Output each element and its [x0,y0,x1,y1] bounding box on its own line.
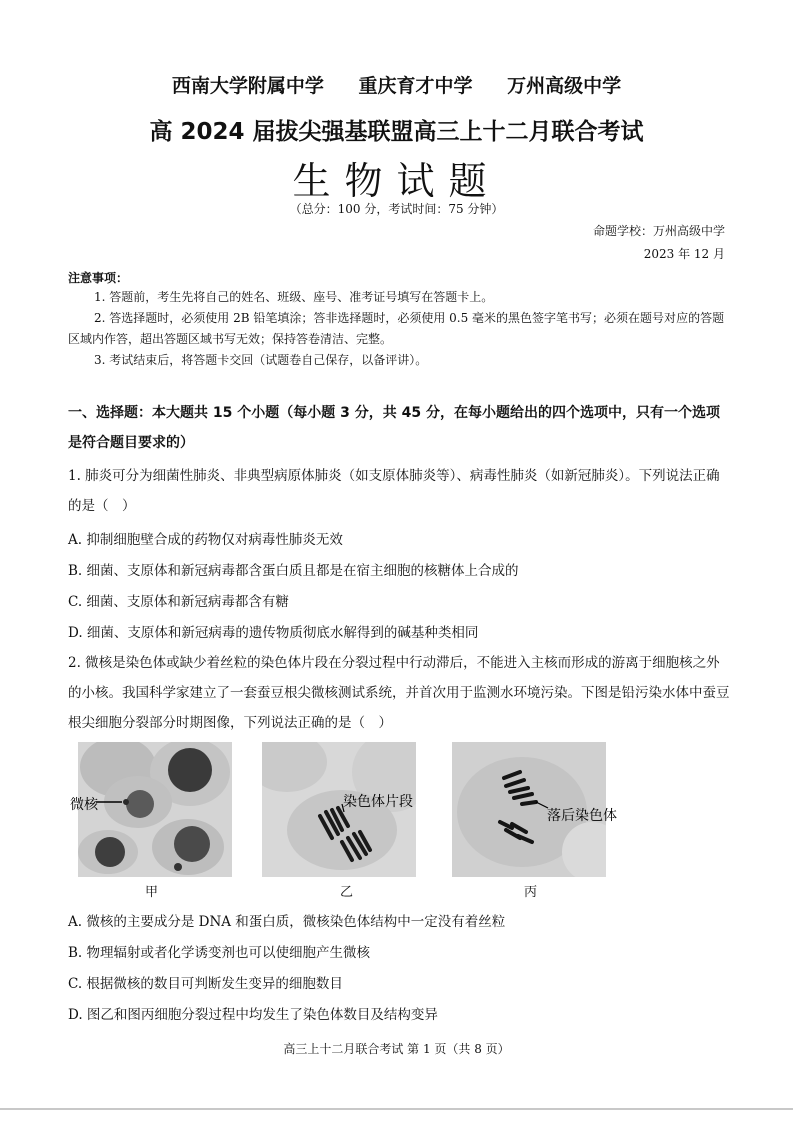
school-1: 西南大学附属中学 [171,75,324,97]
q2-option-c: C. 根据微核的数目可判断发生变异的细胞数目 [68,976,343,992]
caption-jia: 甲 [145,885,159,900]
bottom-rule [0,1108,793,1110]
notice-item-3: 3. 考试结束后，将答题卡交回（试题卷自己保存，以备评讲）。 [94,353,428,367]
q1-option-b: B. 细菌、支原体和新冠病毒都含蛋白质且都是在宿主细胞的核糖体上合成的 [68,563,519,579]
notice-item-1: 1. 答题前，考生先将自己的姓名、班级、座号、准考证号填写在答题卡上。 [94,290,494,304]
q2-option-a: A. 微核的主要成分是 DNA 和蛋白质，微核染色体结构中一定没有着丝粒 [68,914,506,930]
exam-date: 2023 年 12 月 [643,247,725,261]
school-names [0,71,793,98]
figure-jia [78,742,232,877]
exam-title: 高 2024 届拔尖强基联盟高三上十二月联合考试 [149,119,644,145]
caption-yi: 乙 [340,885,354,900]
section-heading: 一、选择题：本大题共 15 个小题（每小题 3 分，共 45 分，在每小题给出的四个选项中，只有一个选项是符合题目要求的） [68,405,720,451]
question-2-stem: 2. 微核是染色体或缺少着丝粒的染色体片段在分裂过程中行动滞后，不能进入主核而形成的游离于细胞核之外的小核。我国科学家建立了一套蚕豆根尖微核测试系统，并首次用于监测水环境污染。下图是铅污染水体中蚕豆根尖细胞分裂部分时期图像，下列说法正确的是（ ） [68,655,730,731]
notice-item-2: 2. 答选择题时，必须使用 2B 铅笔填涂；答非选择题时，必须使用 0.5 毫米的黑色签字笔书写；必须在题号对应的答题区域内作答，超出答题区域书写无效；保持答卷清洁、完整。 [68,311,725,346]
caption-bing: 丙 [524,885,538,900]
label-chromosome-fragment: 染色体片段 [343,794,413,810]
setter-school: 命题学校：万州高级中学 [592,224,725,238]
exam-meta: （总分：100 分，考试时间：75 分钟） [289,202,504,216]
label-micronucleus: 微核 [70,797,98,813]
page-footer: 高三上十二月联合考试 第 1 页（共 8 页） [283,1042,510,1056]
q1-option-a: A. 抑制细胞壁合成的药物仅对病毒性肺炎无效 [68,532,343,548]
q1-option-d: D. 细菌、支原体和新冠病毒的遗传物质彻底水解得到的碱基种类相同 [68,625,479,641]
q2-option-d: D. 图乙和图丙细胞分裂过程中均发生了染色体数目及结构变异 [68,1007,438,1023]
school-2: 重庆育才中学 [358,75,473,97]
label-lagging-chromosome: 落后染色体 [547,808,617,824]
notice-heading: 注意事项： [68,271,129,285]
q2-option-b: B. 物理辐射或者化学诱变剂也可以使细胞产生微核 [68,945,371,961]
question-1-stem: 1. 肺炎可分为细菌性肺炎、非典型病原体肺炎（如支原体肺炎等）、病毒性肺炎（如新冠肺炎）。下列说法正确的是（ ） [68,468,720,514]
q1-option-c: C. 细菌、支原体和新冠病毒都含有糖 [68,594,289,610]
subject-title: 生物试题 [292,159,501,203]
school-3: 万州高级中学 [507,75,622,97]
micronucleus-cells-image [78,742,232,877]
